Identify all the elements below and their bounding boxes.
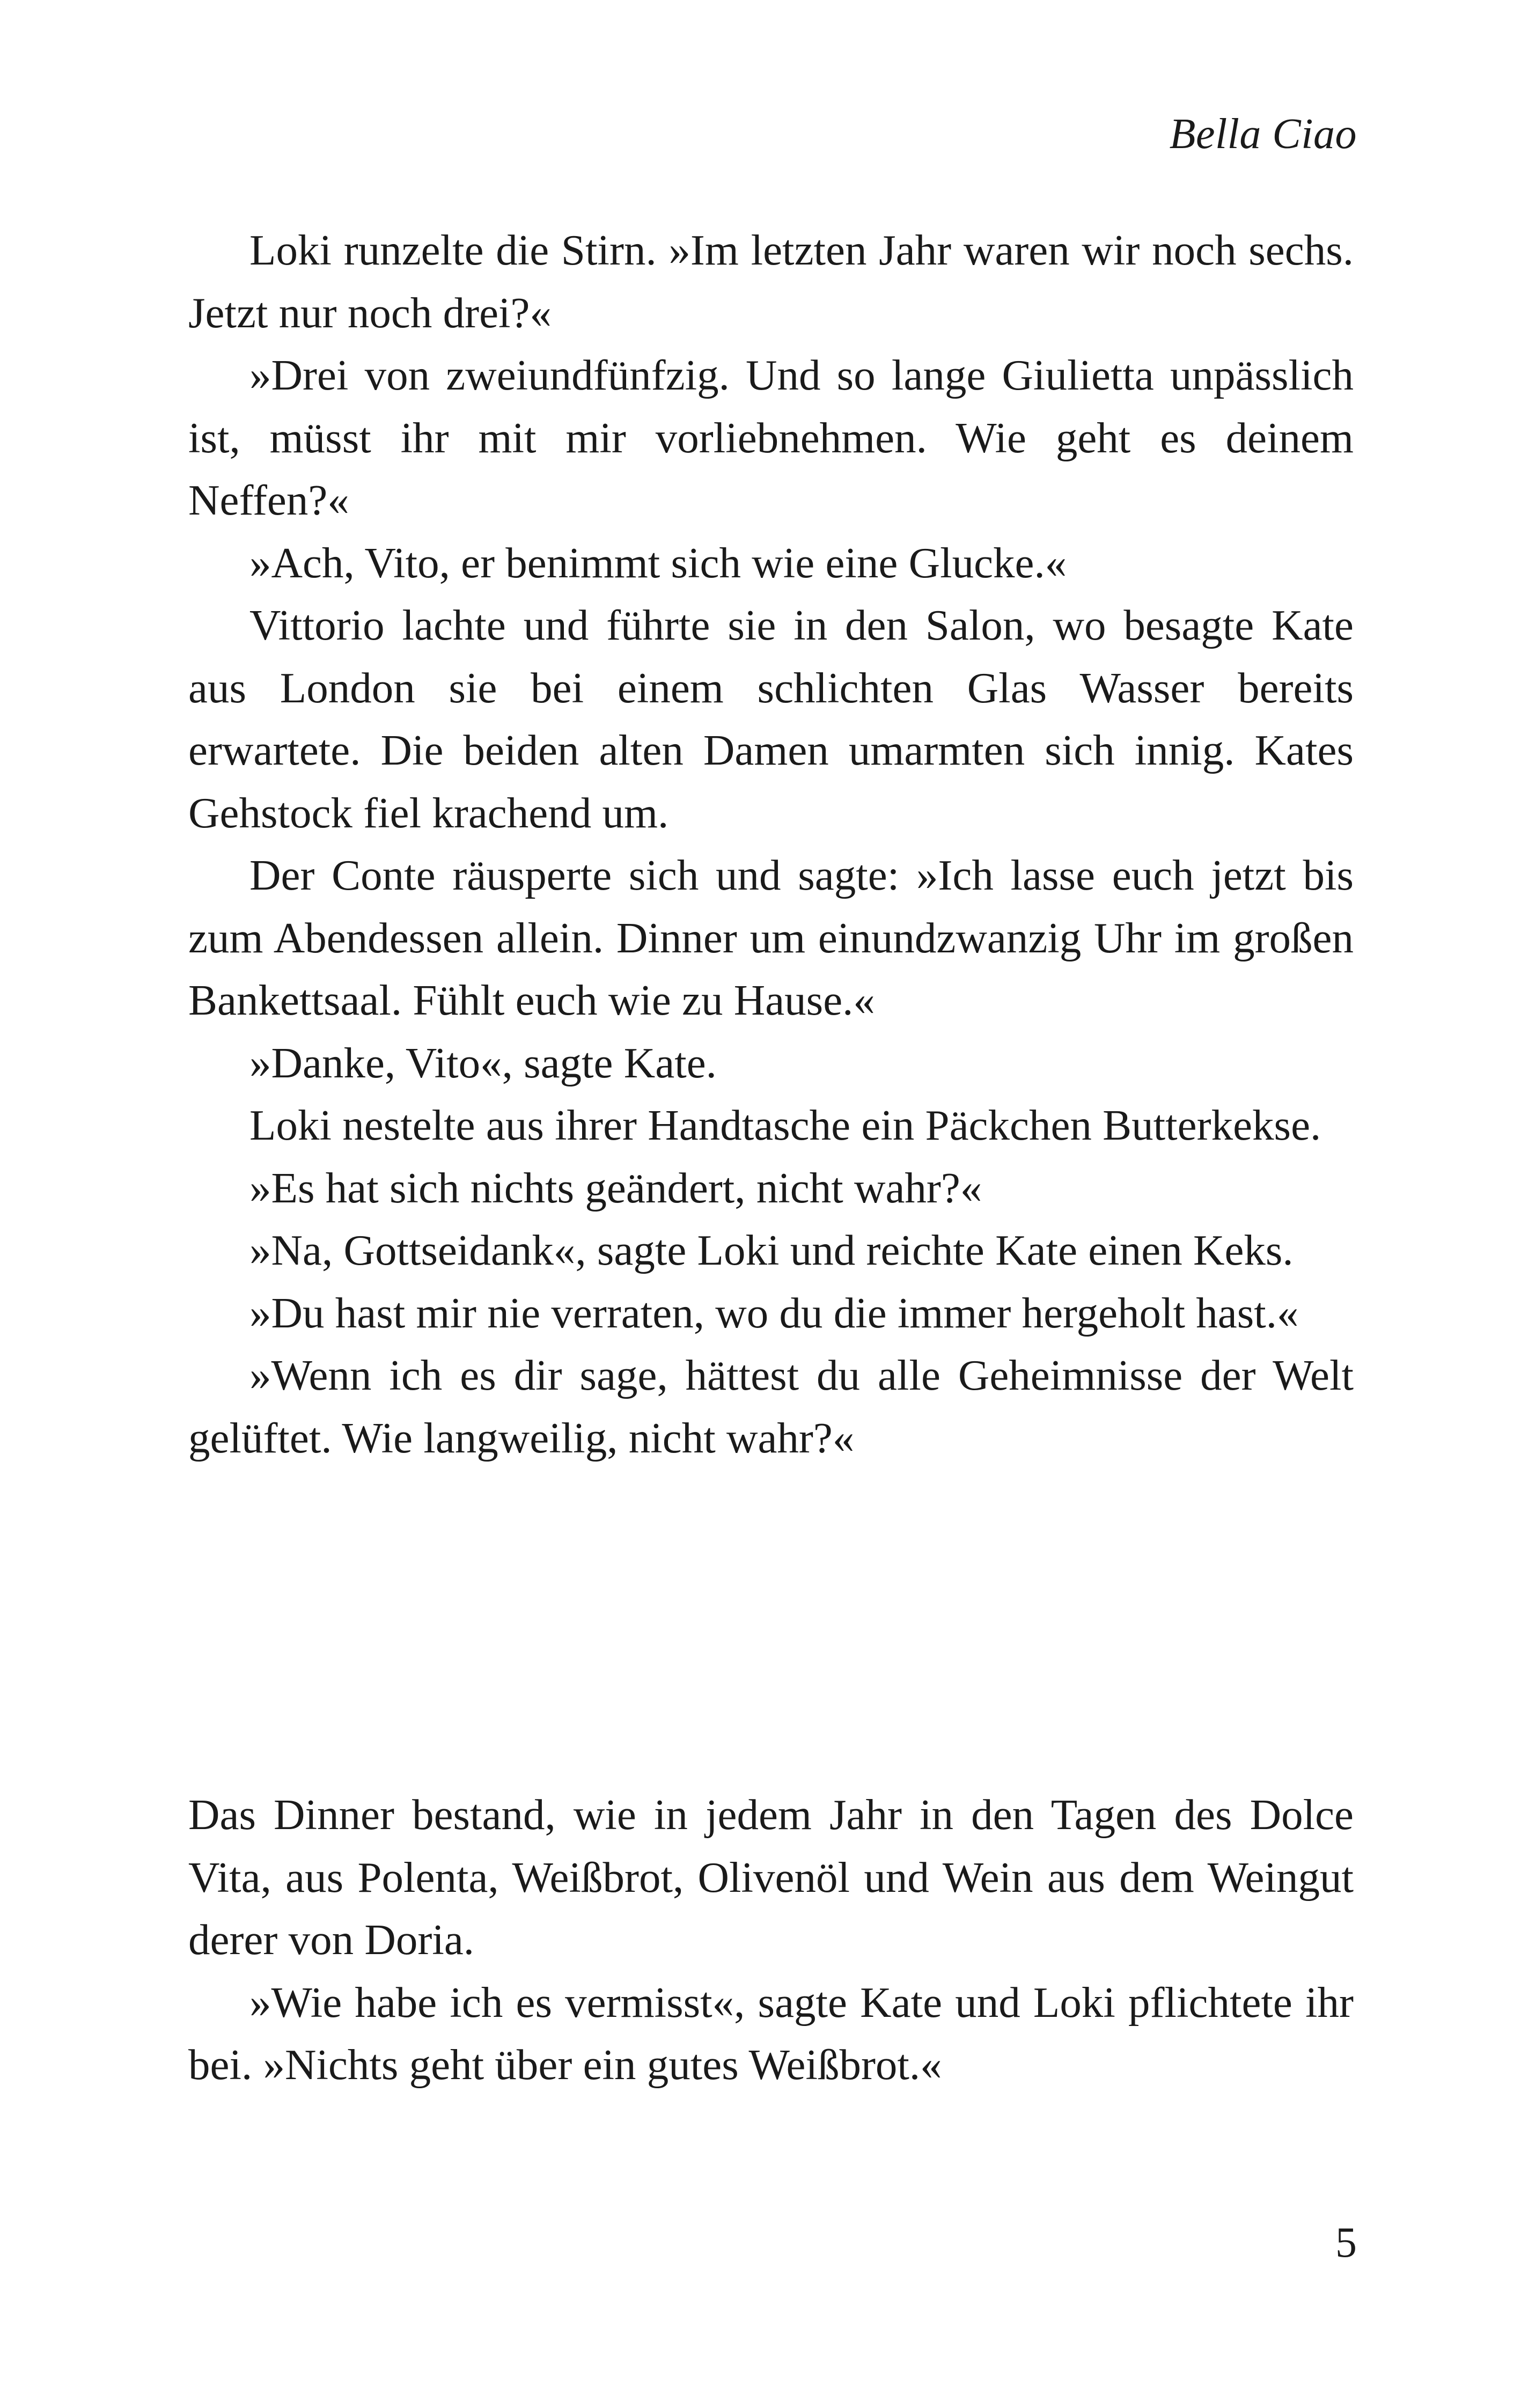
paragraph: »Danke, Vito«, sagte Kate.	[249, 1038, 717, 1087]
paragraph: »Wenn ich es dir sage, hättest du alle Geheimnisse der Welt gelüftet. Wie langweilig, nicht wahr?«	[188, 1351, 1354, 1462]
paragraph: »Na, Gottseidank«, sagte Loki und reichte Kate einen Keks.	[249, 1226, 1294, 1274]
paragraph: »Ach, Vito, er benimmt sich wie eine Glucke.«	[249, 538, 1067, 587]
paragraph: Vittorio lachte und führte sie in den Salon, wo besagte Kate aus London sie bei einem schlichten Glas Wasser bereits erwartete. Die beiden alten Damen umarmten sich innig. Kates Gehstock fiel krachend um.	[188, 601, 1354, 837]
page-number: 5	[1335, 2219, 1357, 2266]
paragraph: »Es hat sich nichts geändert, nicht wahr?«	[249, 1163, 982, 1212]
running-head: Bella Ciao	[1169, 111, 1357, 158]
paragraph: »Du hast mir nie verraten, wo du die immer hergeholt hast.«	[249, 1288, 1299, 1337]
text-section-two	[188, 1783, 1354, 2096]
paragraph: Loki runzelte die Stirn. »Im letzten Jahr waren wir noch sechs. Jetzt nur noch drei?«	[188, 226, 1354, 337]
paragraph: »Drei von zweiundfünfzig. Und so lange Giulietta unpässlich ist, müsst ihr mit mir vorliebnehmen. Wie geht es deinem Neffen?«	[188, 351, 1354, 524]
paragraph: Loki nestelte aus ihrer Handtasche ein Päckchen Butterkekse.	[249, 1101, 1321, 1149]
paragraph: »Wie habe ich es vermisst«, sagte Kate und Loki pflichtete ihr bei. »Nichts geht über ein gutes Weißbrot.«	[188, 1978, 1354, 2089]
paragraph: Das Dinner bestand, wie in jedem Jahr in den Tagen des Dolce Vita, aus Polenta, Weißbrot, Olivenöl und Wein aus dem Weingut derer von Doria.	[188, 1790, 1354, 1964]
paragraph: Der Conte räusperte sich und sagte: »Ich lasse euch jetzt bis zum Abendessen allein. Dinner um einundzwanzig Uhr im großen Bankettsaal. Fühlt euch wie zu Hause.«	[188, 851, 1354, 1024]
text-section-one	[188, 219, 1354, 1469]
